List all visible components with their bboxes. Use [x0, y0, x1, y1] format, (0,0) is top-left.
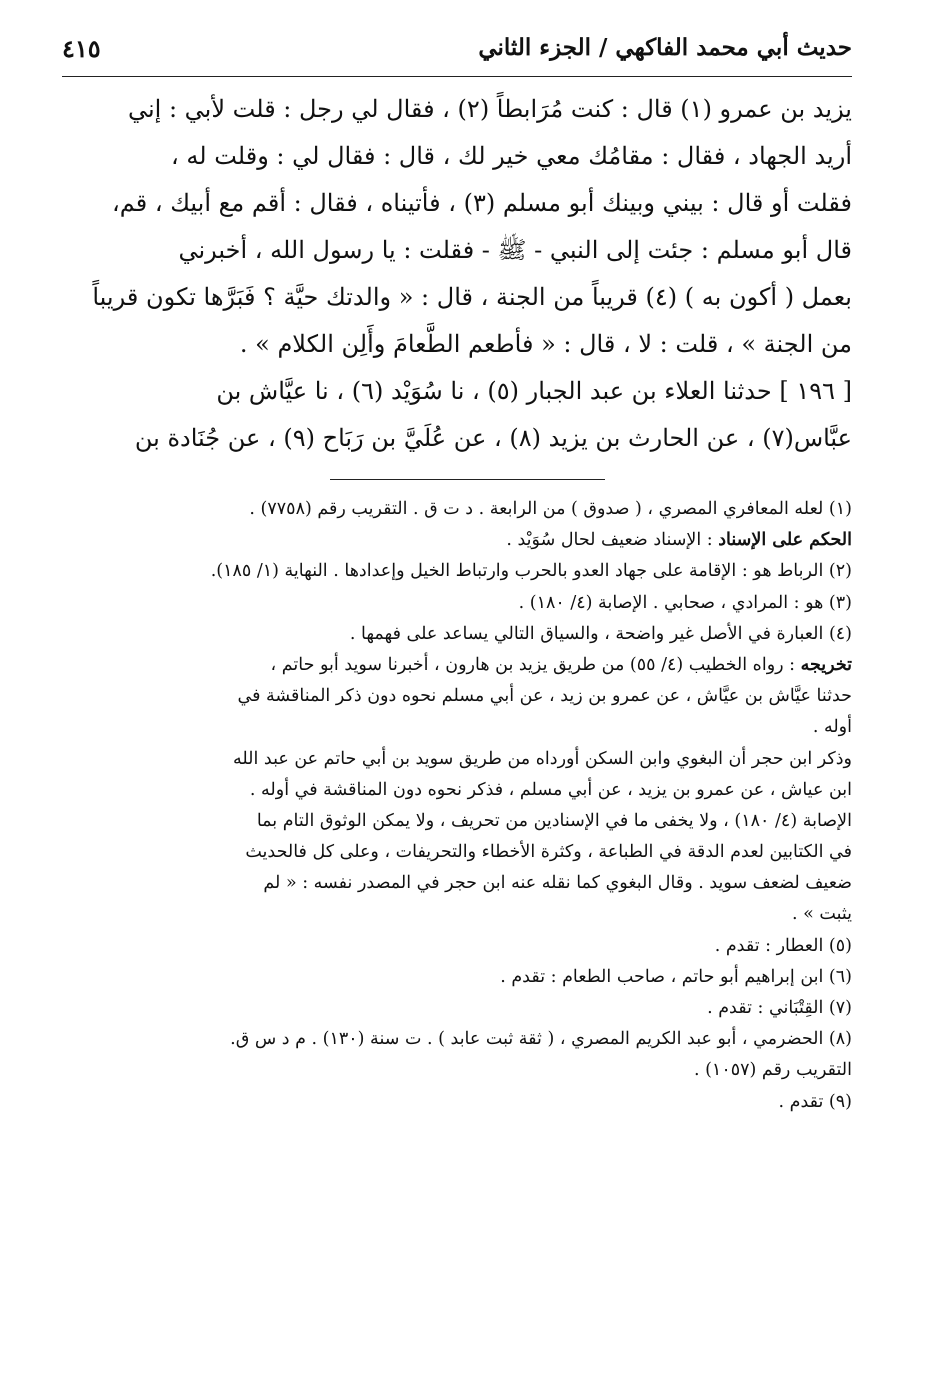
footnote-heading-line — [62, 650, 852, 681]
footnote-line: (٦) ابن إبراهيم أبو حاتم ، صاحب الطعام : تقدم . — [500, 966, 852, 987]
footnotes — [62, 494, 852, 1118]
footnote-line: يثبت » . — [791, 904, 852, 925]
footnote-divider — [330, 479, 605, 480]
main-line: يزيد بن عمرو (١) قال : كنت مُرَابطاً (٢) ، فقال لي رجل : قلت لأبي : إني — [127, 95, 852, 123]
page-number: ٤١٥ — [62, 34, 101, 63]
running-header — [62, 30, 852, 77]
footnote-line: (٧) القِتْبَاني : تقدم . — [707, 998, 852, 1018]
footnote-heading-line — [62, 525, 852, 556]
footnote-line: وذكر ابن حجر أن البغوي وابن السكن أورداه من طريق سويد بن أبي حاتم عن عبد الله — [232, 748, 852, 769]
main-line: [ ١٩٦ ] حدثنا العلاء بن عبد الجبار (٥) ، نا سُوَيْد (٦) ، نا عيَّاش بن — [216, 377, 852, 405]
footnote-line: (٩) تقدم . — [778, 1091, 852, 1112]
main-line: عبَّاس(٧) ، عن الحارث بن يزيد (٨) ، عن عُلَيَّ بن رَبَاح (٩) ، عن جُنَادة بن — [134, 424, 852, 452]
footnote-heading: الحكم على الإسناد — [718, 530, 852, 551]
footnote-line: (٨) الحضرمي ، أبو عبد الكريم المصري ، ( ثقة ثبت عابد ) . ت سنة (١٣٠) . م د س ق. — [230, 1029, 852, 1050]
footnote-line: أوله . — [812, 717, 852, 738]
main-line: أريد الجهاد ، فقال : مقامُك معي خير لك ، قال : فقال لي : وقلت له ، — [171, 142, 852, 170]
footnote-text: : رواه الخطيب (٤/ ٥٥) من طريق يزيد بن هارون ، أخبرنا سويد أبو حاتم ، — [270, 654, 801, 675]
footnote-line: (٢) الرباط هو : الإقامة على جهاد العدو بالحرب وارتباط الخيل وإعدادها . النهاية (١/ ١٨٥). — [210, 561, 852, 582]
footnote-line: الإصابة (٤/ ١٨٠) ، ولا يخفى ما في الإسنادين من تحريف ، ولا يمكن الوثوق التام بما — [256, 810, 852, 831]
footnote-text: : الإسناد ضعيف لحال سُوَيْد . — [506, 530, 719, 551]
footnote-line: (١) لعله المعافري المصري ، ( صدوق ) من الرابعة . د ت ق . التقريب رقم (٧٧٥٨) . — [249, 499, 852, 519]
main-line: فقلت أو قال : بيني وبينك أبو مسلم (٣) ، فأتيناه ، فقال : أقم مع أبيك ، قم، — [112, 189, 852, 217]
footnote-line: التقريب رقم (١٠٥٧) . — [693, 1060, 852, 1081]
footnote-line: ضعيف لضعف سويد . وقال البغوي كما نقله عنه ابن حجر في المصدر نفسه : « لم — [263, 873, 852, 894]
footnote-line: ابن عياش ، عن عمرو بن يزيد ، عن أبي مسلم ، فذكر نحوه دون المناقشة في أوله . — [249, 779, 852, 800]
footnote-line: (٥) العطار : تقدم . — [714, 935, 852, 956]
main-line: من الجنة » ، قلت : لا ، قال : « فأطعم الطَّعامَ وأَلِن الكلام » . — [239, 330, 852, 358]
footnote-line: في الكتابين لعدم الدقة في الطباعة ، وكثرة الأخطاء والتحريفات ، وعلى كل فالحديث — [245, 842, 852, 863]
footnote-line: (٤) العبارة في الأصل غير واضحة ، والسياق التالي يساعد على فهمها . — [349, 623, 852, 644]
main-line: قال أبو مسلم : جئت إلى النبي - ﷺ - فقلت : يا رسول الله ، أخبرني — [178, 236, 852, 264]
header-title: حديث أبي محمد الفاكهي / الجزء الثاني — [478, 34, 852, 61]
footnote-line: حدثنا عيَّاش بن عيَّاش ، عن عمرو بن زيد ، عن أبي مسلم نحوه دون ذكر المناقشة في — [237, 686, 852, 707]
footnote-line: (٣) هو : المرادي ، صحابي . الإصابة (٤/ ١٨٠) . — [518, 592, 852, 613]
main-text — [62, 86, 852, 462]
footnote-heading: تخريجه — [800, 654, 852, 675]
main-line: بعمل ( أكون به ) (٤) قريباً من الجنة ، قال : « والدتك حيَّة ؟ فَبَرَّها تكون قريباً — [92, 283, 852, 311]
